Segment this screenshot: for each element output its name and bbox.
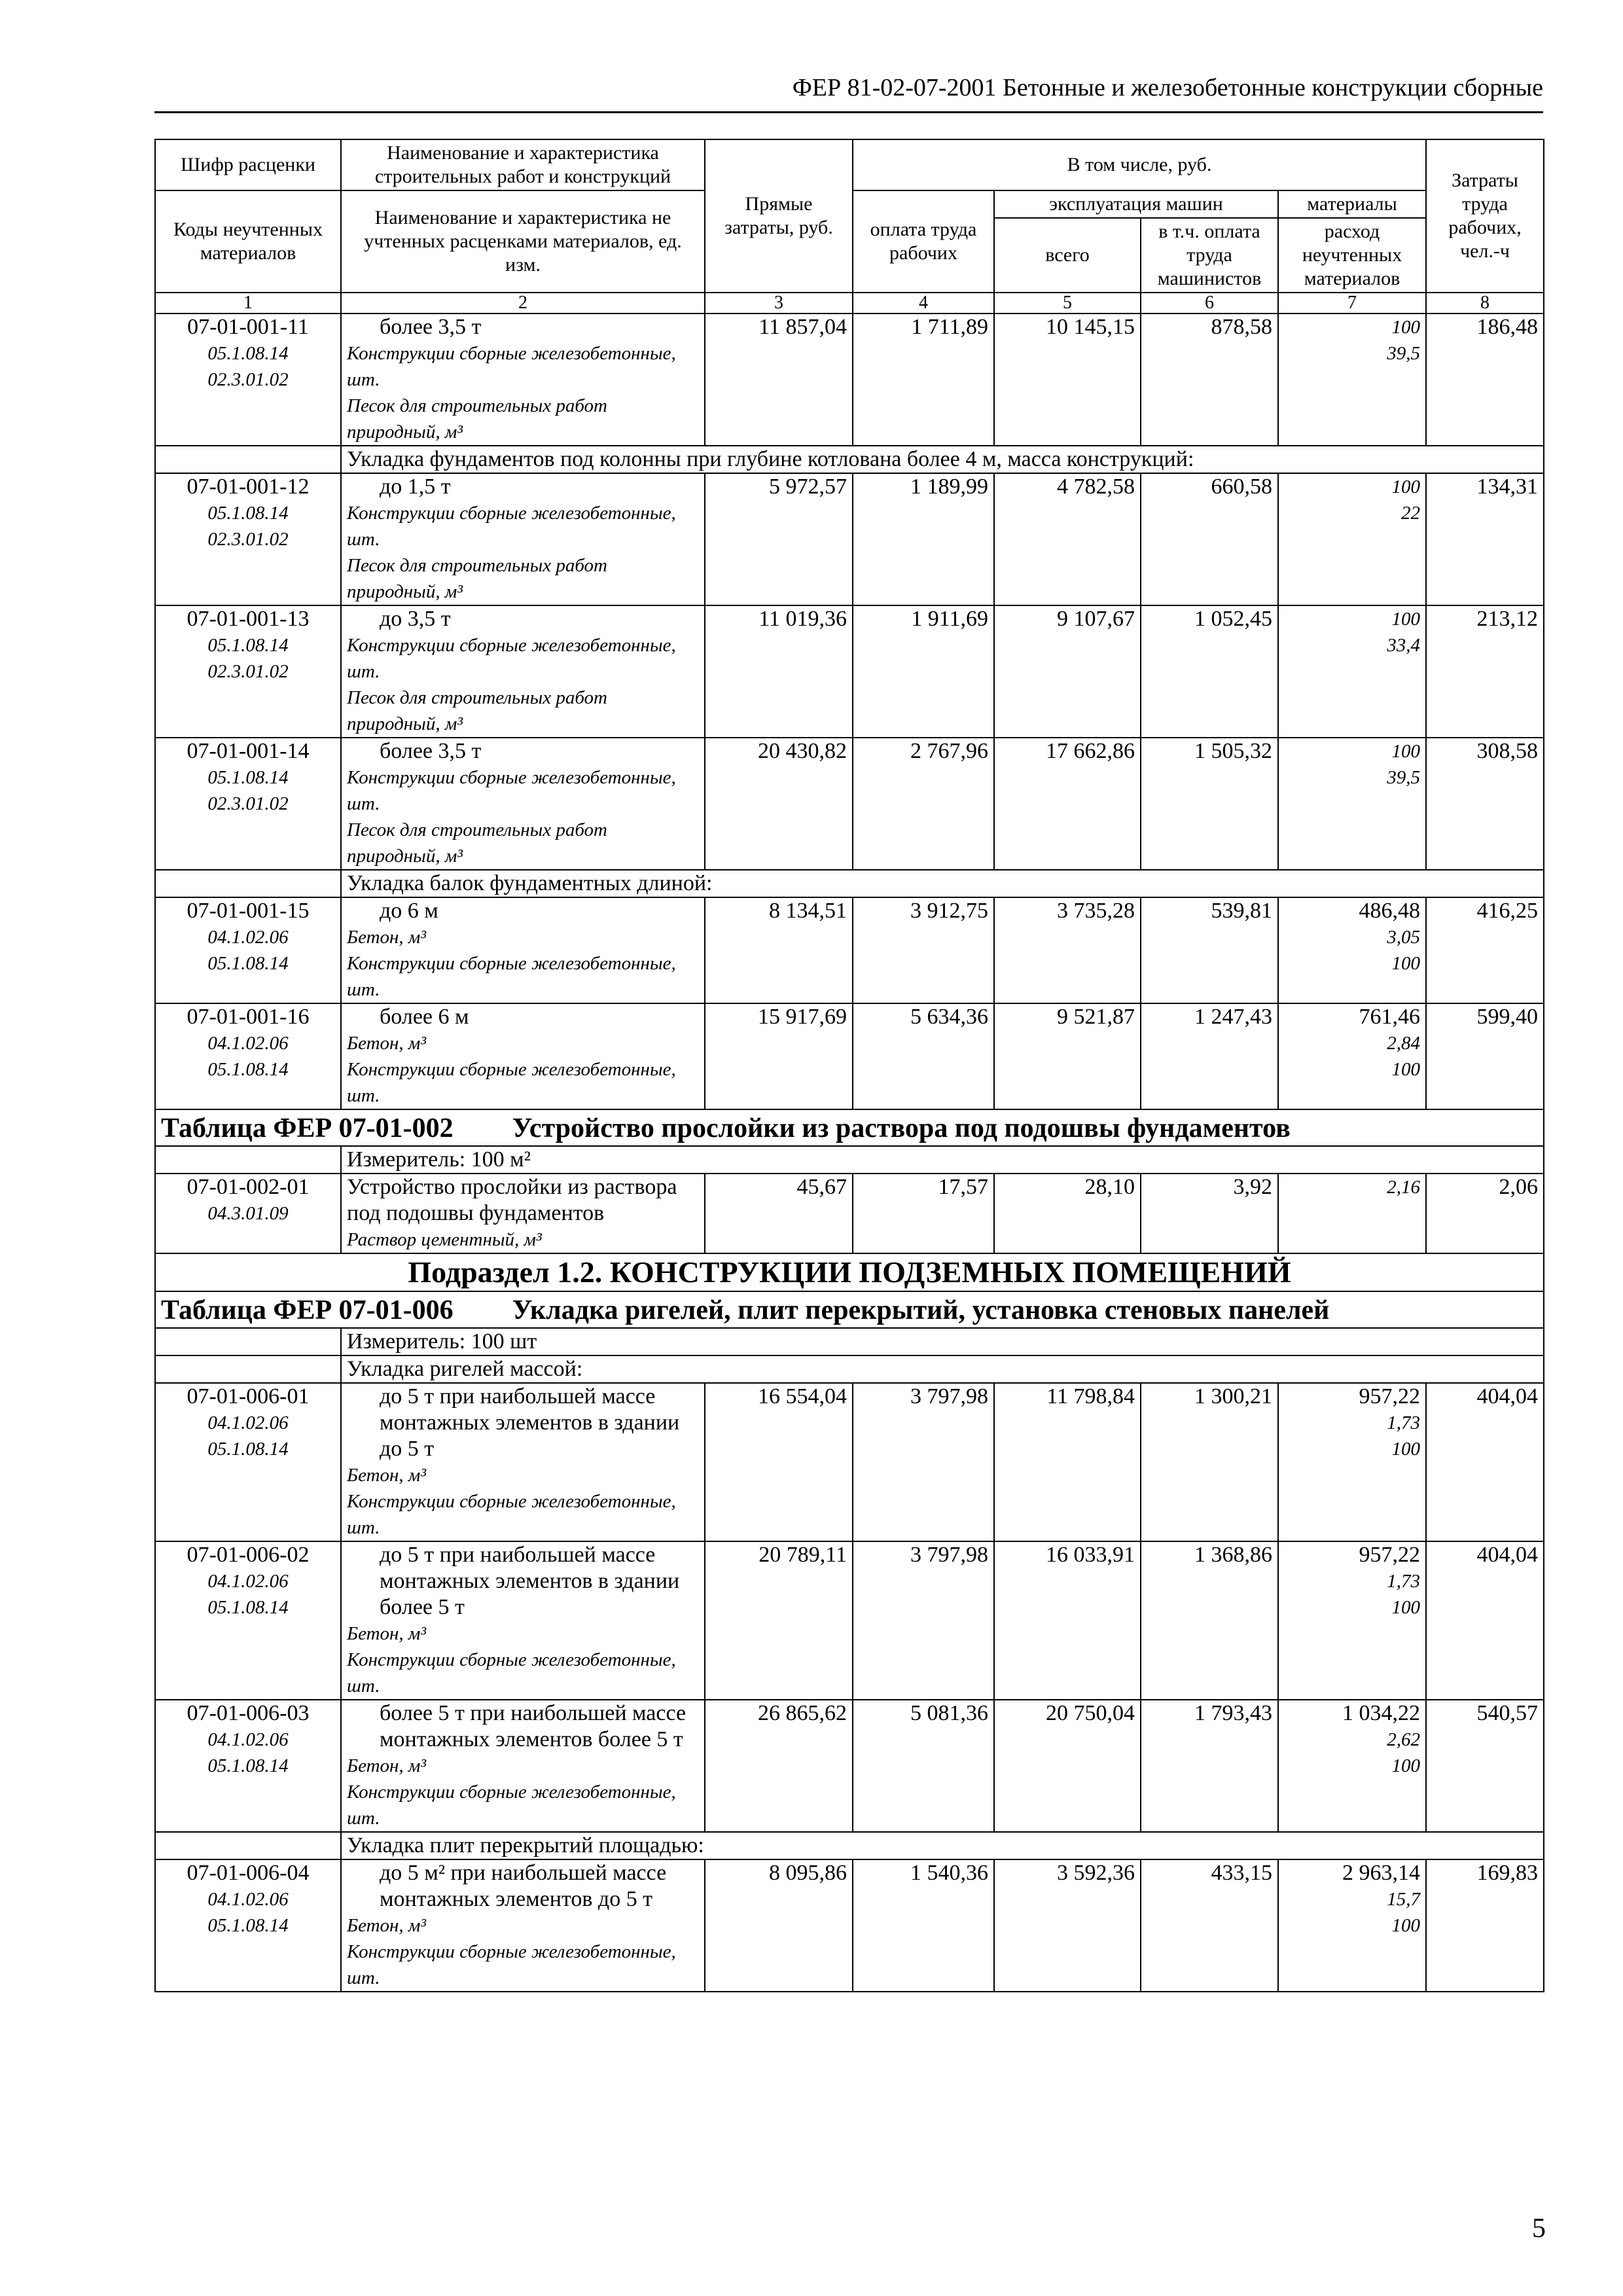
machinist-wage: 433,15 [1141, 1859, 1278, 1992]
table-row [155, 605, 1544, 738]
labor-cost: 213,12 [1426, 605, 1544, 738]
material-code: 05.1.08.14 [207, 343, 289, 364]
wage-cost: 1 911,69 [853, 605, 994, 738]
table-row [155, 1383, 1544, 1541]
material-amount: 100 [1391, 1439, 1421, 1460]
labor-cost: 540,57 [1426, 1700, 1544, 1832]
col-number: 4 [853, 293, 994, 314]
material-amount: 2,16 [1387, 1177, 1421, 1198]
table-row [155, 1291, 1544, 1328]
col-number: 2 [341, 293, 705, 314]
labor-cost: 186,48 [1426, 314, 1544, 446]
material-name: Бетон, м³ [347, 927, 427, 948]
material-code: 02.3.01.02 [207, 369, 289, 390]
col-machines-header: эксплуатация машин [994, 190, 1278, 218]
table-row [155, 870, 1544, 897]
group-caption: Укладка фундаментов под колонны при глубине котлована более 4 м, масса конструкций: [341, 446, 1544, 473]
rate-code: 07-01-001-11 [187, 315, 309, 339]
material-amount: 100 [1391, 1059, 1421, 1080]
machinist-wage: 1 368,86 [1141, 1541, 1278, 1700]
material-name: Песок для строительных работ природный, м³ [347, 555, 607, 602]
materials-value: 957,22 [1359, 1384, 1421, 1408]
col-labor-header: Затраты труда рабочих, чел.-ч [1426, 139, 1544, 293]
material-name: Песок для строительных работ природный, м³ [347, 819, 607, 867]
labor-cost: 404,04 [1426, 1541, 1544, 1700]
direct-cost: 20 789,11 [705, 1541, 853, 1700]
labor-cost: 416,25 [1426, 897, 1544, 1003]
material-name: Конструкции сборные железобетонные, шт. [347, 503, 676, 550]
direct-cost: 26 865,62 [705, 1700, 853, 1832]
direct-cost: 11 019,36 [705, 605, 853, 738]
table-row [155, 897, 1544, 1003]
code-cell [155, 314, 341, 446]
material-amount: 2,62 [1387, 1729, 1421, 1750]
material-code: 04.1.02.06 [207, 1412, 289, 1433]
col-incl-header: В том числе, руб. [853, 139, 1426, 190]
code-cell [155, 473, 341, 605]
col-incl-wage-header: в т.ч. оплата труда машинистов [1141, 218, 1278, 293]
work-name: до 1,5 т [380, 475, 451, 499]
materials-cell [1278, 1003, 1426, 1109]
col-number: 8 [1426, 293, 1544, 314]
col-mat-use-header: расход неучтенных материалов [1278, 218, 1426, 293]
name-cell [341, 1859, 705, 1992]
wage-cost: 1 189,99 [853, 473, 994, 605]
material-code: 04.1.02.06 [207, 1889, 289, 1910]
col-code2-header: Коды неучтенных материалов [155, 190, 341, 293]
material-amount: 100 [1391, 1915, 1421, 1936]
material-name: Конструкции сборные железобетонные, шт. [347, 343, 676, 390]
material-name: Конструкции сборные железобетонные, шт. [347, 635, 676, 682]
rate-code: 07-01-001-13 [187, 607, 310, 631]
row-spacer [155, 1355, 341, 1383]
material-amount: 100 [1391, 1755, 1421, 1776]
material-code: 05.1.08.14 [207, 1915, 289, 1936]
code-cell [155, 1700, 341, 1832]
group-caption: Укладка плит перекрытий площадью: [341, 1832, 1544, 1859]
machines-cost: 9 521,87 [994, 1003, 1141, 1109]
rate-code: 07-01-001-15 [187, 899, 310, 923]
table-number: Таблица ФЕР 07-01-002 [161, 1113, 454, 1143]
machinist-wage: 1 247,43 [1141, 1003, 1278, 1109]
col-code-header: Шифр расценки [155, 139, 341, 190]
material-amount: 100 [1391, 476, 1421, 497]
material-amount: 100 [1391, 953, 1421, 974]
col-direct-header: Прямые затраты, руб. [705, 139, 853, 293]
rate-code: 07-01-001-16 [187, 1005, 310, 1029]
name-cell [341, 1383, 705, 1541]
code-cell [155, 1003, 341, 1109]
wage-cost: 2 767,96 [853, 738, 994, 870]
material-code: 05.1.08.14 [207, 503, 289, 524]
material-name: Конструкции сборные железобетонные, шт. [347, 1059, 676, 1106]
wage-cost: 5 081,36 [853, 1700, 994, 1832]
wage-cost: 1 711,89 [853, 314, 994, 446]
group-caption: Укладка балок фундаментных длиной: [341, 870, 1544, 897]
material-name: Бетон, м³ [347, 1623, 427, 1644]
code-cell [155, 1541, 341, 1700]
material-code: 04.1.02.06 [207, 1033, 289, 1054]
work-name: более 6 м [380, 1005, 469, 1029]
col-number: 7 [1278, 293, 1426, 314]
material-amount: 100 [1391, 317, 1421, 338]
subsection-title: Подраздел 1.2. КОНСТРУКЦИИ ПОДЗЕМНЫХ ПОМЕЩЕНИЙ [155, 1253, 1544, 1291]
machinist-wage: 660,58 [1141, 473, 1278, 605]
material-name: Конструкции сборные железобетонные, шт. [347, 1649, 676, 1696]
material-name: Песок для строительных работ природный, м³ [347, 395, 607, 442]
material-name: Конструкции сборные железобетонные, шт. [347, 1491, 676, 1538]
machines-cost: 17 662,86 [994, 738, 1141, 870]
row-spacer [155, 1328, 341, 1355]
row-spacer [155, 1146, 341, 1174]
col-materials-header: материалы [1278, 190, 1426, 218]
material-amount: 100 [1391, 1597, 1421, 1618]
direct-cost: 5 972,57 [705, 473, 853, 605]
machines-cost: 10 145,15 [994, 314, 1141, 446]
wage-cost: 3 797,98 [853, 1383, 994, 1541]
table-title [155, 1291, 1544, 1328]
col-number: 3 [705, 293, 853, 314]
machines-cost: 16 033,91 [994, 1541, 1141, 1700]
material-name: Конструкции сборные железобетонные, шт. [347, 1941, 676, 1988]
machines-cost: 3 735,28 [994, 897, 1141, 1003]
row-spacer [155, 446, 341, 473]
materials-value: 1 034,22 [1342, 1701, 1421, 1725]
running-header: ФЕР 81-02-07-2001 Бетонные и железобетонные конструкции сборные [154, 72, 1543, 113]
code-cell [155, 1383, 341, 1541]
direct-cost: 16 554,04 [705, 1383, 853, 1541]
rate-code: 07-01-006-02 [187, 1543, 310, 1567]
table-name: Укладка ригелей, плит перекрытий, установка стеновых панелей [512, 1295, 1330, 1325]
rate-code: 07-01-001-14 [187, 739, 310, 763]
labor-cost: 134,31 [1426, 473, 1544, 605]
materials-cell [1278, 738, 1426, 870]
work-name: более 3,5 т [380, 315, 482, 339]
material-amount: 33,4 [1387, 635, 1421, 656]
material-name: Конструкции сборные железобетонные, шт. [347, 1782, 676, 1829]
wage-cost: 1 540,36 [853, 1859, 994, 1992]
code-cell [155, 897, 341, 1003]
col-number: 6 [1141, 293, 1278, 314]
material-code: 04.1.02.06 [207, 1729, 289, 1750]
direct-cost: 11 857,04 [705, 314, 853, 446]
table-number: Таблица ФЕР 07-01-006 [161, 1295, 454, 1325]
table-row [155, 1003, 1544, 1109]
material-code: 05.1.08.14 [207, 1597, 289, 1618]
machines-cost: 11 798,84 [994, 1383, 1141, 1541]
price-table [154, 139, 1544, 1992]
direct-cost: 8 134,51 [705, 897, 853, 1003]
material-code: 05.1.08.14 [207, 1439, 289, 1460]
material-code: 02.3.01.02 [207, 529, 289, 550]
table-row [155, 1700, 1544, 1832]
work-name: до 3,5 т [380, 607, 451, 631]
code-cell [155, 1174, 341, 1253]
materials-cell [1278, 473, 1426, 605]
rate-code: 07-01-006-01 [187, 1384, 310, 1408]
material-amount: 1,73 [1387, 1412, 1421, 1433]
col-number: 1 [155, 293, 341, 314]
machinist-wage: 3,92 [1141, 1174, 1278, 1253]
name-cell [341, 314, 705, 446]
name-cell [341, 1003, 705, 1109]
material-code: 04.3.01.09 [207, 1203, 289, 1224]
row-spacer [155, 870, 341, 897]
machines-cost: 9 107,67 [994, 605, 1141, 738]
material-code: 02.3.01.02 [207, 661, 289, 682]
material-code: 02.3.01.02 [207, 793, 289, 814]
material-code: 05.1.08.14 [207, 635, 289, 656]
table-row [155, 1253, 1544, 1291]
materials-value: 2 963,14 [1342, 1861, 1421, 1885]
code-cell [155, 738, 341, 870]
table-row [155, 446, 1544, 473]
material-amount: 1,73 [1387, 1571, 1421, 1592]
table-row [155, 738, 1544, 870]
col-name2-header: Наименование и характеристика не учтенных расценками материалов, ед. изм. [341, 190, 705, 293]
wage-cost: 3 912,75 [853, 897, 994, 1003]
material-code: 04.1.02.06 [207, 927, 289, 948]
machinist-wage: 1 300,21 [1141, 1383, 1278, 1541]
materials-cell [1278, 1859, 1426, 1992]
table-name: Устройство прослойки из раствора под подошвы фундаментов [512, 1113, 1291, 1143]
table-row [155, 1859, 1544, 1992]
table-row [155, 1146, 1544, 1174]
meter-caption: Измеритель: 100 шт [341, 1328, 1544, 1355]
material-name: Бетон, м³ [347, 1755, 427, 1776]
material-name: Раствор цементный, м³ [347, 1229, 542, 1250]
name-cell [341, 473, 705, 605]
name-cell [341, 1700, 705, 1832]
machines-cost: 28,10 [994, 1174, 1141, 1253]
material-code: 05.1.08.14 [207, 1059, 289, 1080]
work-name: до 5 т при наибольшей массе монтажных элементов в здании до 5 т [380, 1384, 680, 1461]
col-name-header: Наименование и характеристика строительных работ и конструкций [341, 139, 705, 190]
material-name: Песок для строительных работ природный, м³ [347, 687, 607, 734]
table-row [155, 1109, 1544, 1146]
machinist-wage: 1 052,45 [1141, 605, 1278, 738]
work-name: до 5 т при наибольшей массе монтажных элементов в здании более 5 т [380, 1543, 680, 1619]
table-row [155, 314, 1544, 446]
materials-cell [1278, 897, 1426, 1003]
page-number: 5 [1532, 2214, 1546, 2244]
material-amount: 39,5 [1387, 767, 1421, 788]
name-cell [341, 1174, 705, 1253]
labor-cost: 404,04 [1426, 1383, 1544, 1541]
rate-code: 07-01-006-04 [187, 1861, 310, 1885]
machines-cost: 3 592,36 [994, 1859, 1141, 1992]
material-name: Бетон, м³ [347, 1033, 427, 1054]
table-row [155, 473, 1544, 605]
labor-cost: 2,06 [1426, 1174, 1544, 1253]
row-spacer [155, 1832, 341, 1859]
materials-cell [1278, 1174, 1426, 1253]
materials-cell [1278, 1541, 1426, 1700]
meter-caption: Измеритель: 100 м² [341, 1146, 1544, 1174]
direct-cost: 20 430,82 [705, 738, 853, 870]
material-code: 05.1.08.14 [207, 1755, 289, 1776]
material-amount: 15,7 [1387, 1889, 1421, 1910]
table-body [155, 314, 1544, 1992]
labor-cost: 169,83 [1426, 1859, 1544, 1992]
material-code: 04.1.02.06 [207, 1571, 289, 1592]
wage-cost: 3 797,98 [853, 1541, 994, 1700]
materials-cell [1278, 1700, 1426, 1832]
machines-cost: 4 782,58 [994, 473, 1141, 605]
machines-cost: 20 750,04 [994, 1700, 1141, 1832]
materials-value: 957,22 [1359, 1543, 1421, 1567]
material-name: Конструкции сборные железобетонные, шт. [347, 953, 676, 1000]
direct-cost: 45,67 [705, 1174, 853, 1253]
col-total-header: всего [994, 218, 1141, 293]
machinist-wage: 539,81 [1141, 897, 1278, 1003]
work-name: более 3,5 т [380, 739, 482, 763]
machinist-wage: 1 505,32 [1141, 738, 1278, 870]
group-caption: Укладка ригелей массой: [341, 1355, 1544, 1383]
table-row [155, 1832, 1544, 1859]
name-cell [341, 1541, 705, 1700]
material-code: 05.1.08.14 [207, 767, 289, 788]
material-name: Бетон, м³ [347, 1465, 427, 1486]
material-amount: 3,05 [1387, 927, 1421, 948]
material-name: Бетон, м³ [347, 1915, 427, 1936]
materials-cell [1278, 314, 1426, 446]
materials-cell [1278, 605, 1426, 738]
material-amount: 22 [1401, 503, 1421, 524]
table-row [155, 1174, 1544, 1253]
material-code: 05.1.08.14 [207, 953, 289, 974]
labor-cost: 308,58 [1426, 738, 1544, 870]
material-amount: 2,84 [1387, 1033, 1421, 1054]
machinist-wage: 1 793,43 [1141, 1700, 1278, 1832]
rate-code: 07-01-002-01 [187, 1175, 310, 1199]
rate-code: 07-01-001-12 [187, 475, 310, 499]
col-number: 5 [994, 293, 1141, 314]
work-name: Устройство прослойки из раствора под подошвы фундаментов [347, 1175, 677, 1225]
material-amount: 100 [1391, 741, 1421, 762]
table-row [155, 1355, 1544, 1383]
material-name: Конструкции сборные железобетонные, шт. [347, 767, 676, 814]
materials-value: 761,46 [1359, 1005, 1421, 1029]
machinist-wage: 878,58 [1141, 314, 1278, 446]
labor-cost: 599,40 [1426, 1003, 1544, 1109]
work-name: более 5 т при наибольшей массе монтажных элементов более 5 т [380, 1701, 687, 1751]
name-cell [341, 738, 705, 870]
materials-cell [1278, 1383, 1426, 1541]
material-amount: 39,5 [1387, 343, 1421, 364]
table-row [155, 1541, 1544, 1700]
col-wage-header: оплата труда рабочих [853, 190, 994, 293]
rate-code: 07-01-006-03 [187, 1701, 310, 1725]
table-row [155, 1328, 1544, 1355]
name-cell [341, 605, 705, 738]
direct-cost: 8 095,86 [705, 1859, 853, 1992]
materials-value: 486,48 [1359, 899, 1421, 923]
work-name: до 5 м² при наибольшей массе монтажных элементов до 5 т [380, 1861, 667, 1911]
wage-cost: 17,57 [853, 1174, 994, 1253]
code-cell [155, 605, 341, 738]
code-cell [155, 1859, 341, 1992]
wage-cost: 5 634,36 [853, 1003, 994, 1109]
material-amount: 100 [1391, 609, 1421, 630]
table-title [155, 1109, 1544, 1146]
work-name: до 6 м [380, 899, 438, 923]
direct-cost: 15 917,69 [705, 1003, 853, 1109]
name-cell [341, 897, 705, 1003]
